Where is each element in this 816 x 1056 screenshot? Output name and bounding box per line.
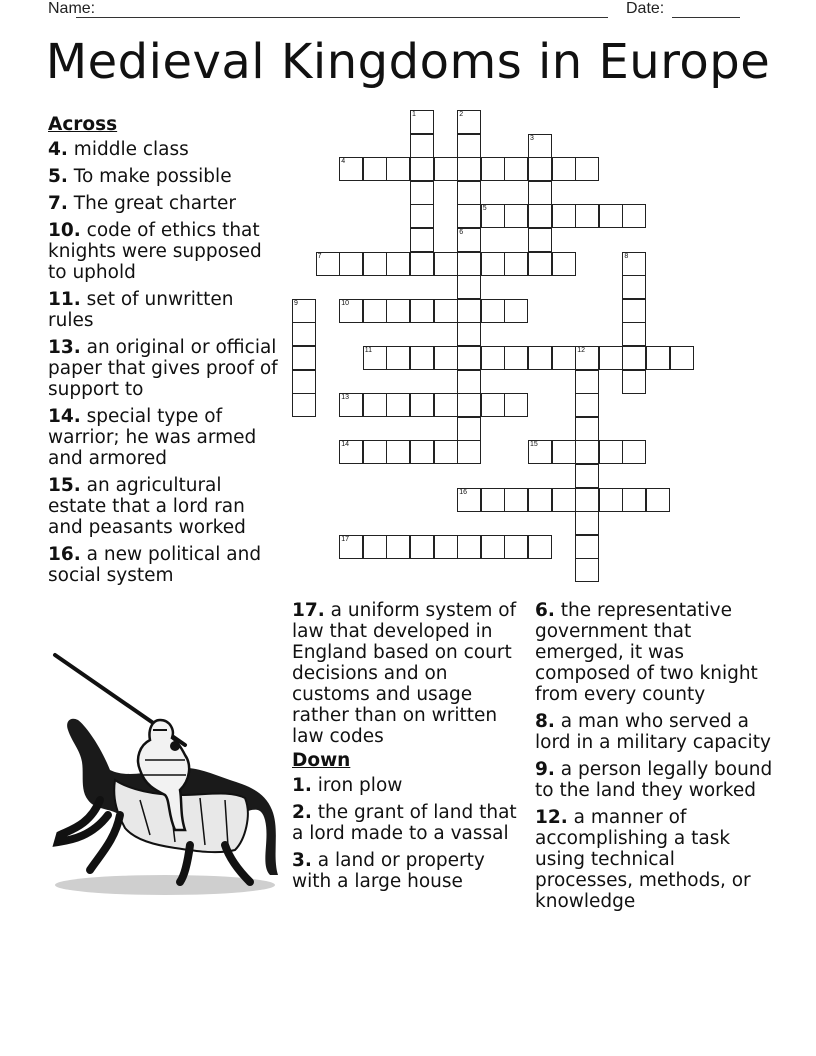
- grid-cell[interactable]: [457, 134, 481, 158]
- grid-cell[interactable]: [457, 275, 481, 299]
- grid-cell[interactable]: [504, 204, 528, 228]
- grid-cell[interactable]: [434, 157, 458, 181]
- grid-cell[interactable]: [410, 393, 434, 417]
- down-clues-column-2: [292, 750, 528, 898]
- grid-cell[interactable]: [434, 299, 458, 323]
- grid-cell[interactable]: [410, 252, 434, 276]
- grid-cell[interactable]: [622, 252, 646, 276]
- grid-cell[interactable]: [599, 346, 623, 370]
- grid-cell[interactable]: [457, 440, 481, 464]
- grid-cell-number: 4: [341, 158, 346, 166]
- grid-cell[interactable]: [292, 393, 316, 417]
- grid-cell[interactable]: [363, 299, 387, 323]
- grid-cell[interactable]: [622, 299, 646, 323]
- grid-cell[interactable]: [434, 252, 458, 276]
- grid-cell[interactable]: [481, 488, 505, 512]
- grid-cell[interactable]: [386, 299, 410, 323]
- date-blank-line[interactable]: [672, 17, 740, 18]
- grid-cell-number: 15: [530, 441, 538, 449]
- grid-cell[interactable]: [622, 322, 646, 346]
- grid-cell[interactable]: [481, 535, 505, 559]
- grid-cell[interactable]: [575, 464, 599, 488]
- grid-cell[interactable]: [410, 110, 434, 134]
- grid-cell[interactable]: [339, 393, 363, 417]
- grid-cell-number: 6: [459, 229, 464, 236]
- across-clues-column-1: [48, 114, 280, 592]
- grid-cell[interactable]: [410, 157, 434, 181]
- grid-cell[interactable]: [528, 157, 552, 181]
- grid-cell[interactable]: [504, 299, 528, 323]
- grid-cell[interactable]: [504, 393, 528, 417]
- grid-cell[interactable]: [504, 488, 528, 512]
- across-clue-7: 7. The great charter: [48, 193, 236, 214]
- grid-cell[interactable]: [457, 299, 481, 323]
- grid-cell[interactable]: [575, 440, 599, 464]
- grid-cell[interactable]: [316, 252, 340, 276]
- grid-cell[interactable]: [410, 440, 434, 464]
- grid-cell[interactable]: [457, 157, 481, 181]
- name-blank-line[interactable]: [76, 17, 608, 18]
- across-clue-10: 10. code of ethics that knights were supposed to uphold: [48, 220, 262, 283]
- grid-cell[interactable]: [552, 252, 576, 276]
- grid-cell[interactable]: [670, 346, 694, 370]
- grid-cell[interactable]: [528, 535, 552, 559]
- grid-cell[interactable]: [410, 204, 434, 228]
- grid-cell[interactable]: [504, 346, 528, 370]
- down-heading: Down: [292, 750, 351, 771]
- grid-cell[interactable]: [339, 440, 363, 464]
- grid-cell[interactable]: [292, 370, 316, 394]
- grid-cell-number: 17: [341, 535, 349, 543]
- grid-cell-number: 8: [624, 252, 629, 260]
- grid-cell[interactable]: [434, 346, 458, 370]
- grid-cell-number: 12: [577, 347, 585, 354]
- grid-cell[interactable]: [363, 157, 387, 181]
- down-clue-6: 6. the representative government that emerged, it was composed of two knight from every county: [535, 600, 758, 705]
- grid-cell[interactable]: [552, 346, 576, 370]
- grid-cell-number: 16: [459, 488, 467, 496]
- across-heading: Across: [48, 114, 118, 135]
- grid-cell[interactable]: [457, 110, 481, 134]
- grid-cell[interactable]: [528, 440, 552, 464]
- across-clue-11: 11. set of unwritten rules: [48, 289, 234, 331]
- grid-cell[interactable]: [575, 511, 599, 535]
- grid-cell[interactable]: [622, 204, 646, 228]
- grid-cell[interactable]: [575, 346, 599, 370]
- grid-cell[interactable]: [339, 535, 363, 559]
- grid-cell[interactable]: [599, 204, 623, 228]
- grid-cell-number: 2: [459, 111, 464, 118]
- across-clues-column-2: [292, 600, 528, 753]
- grid-cell[interactable]: [386, 393, 410, 417]
- across-clue-15: 15. an agricultural estate that a lord ran and peasants worked: [48, 475, 246, 538]
- down-clue-8: 8. a man who served a lord in a military capacity: [535, 711, 771, 753]
- page-title: Medieval Kingdoms in Europe: [45, 34, 771, 90]
- grid-cell[interactable]: [457, 204, 481, 228]
- grid-cell[interactable]: [575, 370, 599, 394]
- grid-cell[interactable]: [622, 440, 646, 464]
- down-clue-2: 2. the grant of land that a lord made to a vassal: [292, 802, 517, 844]
- grid-cell-number: 3: [530, 134, 534, 142]
- grid-cell[interactable]: [386, 440, 410, 464]
- grid-cell[interactable]: [410, 299, 434, 323]
- down-clue-12: 12. a manner of accomplishing a task using technical processes, methods, or knowledge: [535, 807, 751, 912]
- grid-cell[interactable]: [622, 275, 646, 299]
- grid-cell-number: 11: [364, 347, 373, 354]
- grid-cell-number: 10: [341, 299, 349, 307]
- date-label: Date:: [626, 0, 665, 17]
- grid-cell[interactable]: [528, 204, 552, 228]
- grid-cell[interactable]: [575, 488, 599, 512]
- grid-cell[interactable]: [410, 181, 434, 205]
- grid-cell[interactable]: [646, 488, 670, 512]
- down-clue-3: 3. a land or property with a large house: [292, 850, 485, 892]
- grid-cell-number: 14: [341, 441, 349, 449]
- grid-cell[interactable]: [457, 488, 481, 512]
- grid-cell[interactable]: [339, 157, 363, 181]
- grid-cell[interactable]: [386, 346, 410, 370]
- grid-cell[interactable]: [552, 488, 576, 512]
- grid-cell[interactable]: [363, 535, 387, 559]
- grid-cell[interactable]: [504, 157, 528, 181]
- grid-cell[interactable]: [434, 393, 458, 417]
- grid-cell[interactable]: [386, 535, 410, 559]
- grid-cell[interactable]: [363, 346, 387, 370]
- grid-cell[interactable]: [457, 370, 481, 394]
- grid-cell[interactable]: [481, 252, 505, 276]
- grid-cell[interactable]: [410, 346, 434, 370]
- across-clue-17: 17. a uniform system of law that developed in England based on court decisions and on customs and usage rather than on written law codes: [292, 600, 517, 747]
- down-clues-column-3: [535, 600, 775, 918]
- grid-cell[interactable]: [599, 440, 623, 464]
- grid-cell-number: 13: [341, 394, 349, 402]
- grid-cell-number: 7: [317, 252, 322, 260]
- grid-cell[interactable]: [410, 535, 434, 559]
- grid-cell[interactable]: [363, 393, 387, 417]
- grid-cell[interactable]: [386, 157, 410, 181]
- grid-cell[interactable]: [457, 228, 481, 252]
- grid-cell[interactable]: [575, 417, 599, 441]
- across-clue-16: 16. a new political and social system: [48, 544, 262, 586]
- grid-cell[interactable]: [528, 252, 552, 276]
- grid-cell[interactable]: [575, 535, 599, 559]
- grid-cell[interactable]: [457, 252, 481, 276]
- grid-cell[interactable]: [292, 322, 316, 346]
- grid-cell[interactable]: [481, 204, 505, 228]
- grid-cell[interactable]: [457, 417, 481, 441]
- grid-cell[interactable]: [552, 440, 576, 464]
- grid-cell[interactable]: [528, 346, 552, 370]
- grid-cell[interactable]: [504, 535, 528, 559]
- grid-cell[interactable]: [646, 346, 670, 370]
- grid-cell[interactable]: [434, 535, 458, 559]
- across-clue-5: 5. To make possible: [48, 166, 232, 187]
- grid-cell[interactable]: [622, 346, 646, 370]
- grid-cell[interactable]: [457, 181, 481, 205]
- grid-cell[interactable]: [622, 488, 646, 512]
- across-clue-4: 4. middle class: [48, 139, 189, 160]
- across-clue-13: 13. an original or official paper that gives proof of support to: [48, 337, 278, 400]
- grid-cell[interactable]: [575, 157, 599, 181]
- grid-cell[interactable]: [481, 393, 505, 417]
- grid-cell[interactable]: [481, 157, 505, 181]
- grid-cell[interactable]: [575, 393, 599, 417]
- down-clue-1: 1. iron plow: [292, 775, 403, 796]
- grid-cell[interactable]: [528, 134, 552, 158]
- grid-cell[interactable]: [410, 228, 434, 252]
- knight-on-horse-icon: [40, 650, 290, 900]
- grid-cell[interactable]: [528, 228, 552, 252]
- grid-cell[interactable]: [457, 346, 481, 370]
- grid-cell[interactable]: [552, 204, 576, 228]
- grid-cell[interactable]: [339, 299, 363, 323]
- grid-cell[interactable]: [575, 204, 599, 228]
- grid-cell-number: 5: [482, 205, 487, 213]
- grid-cell[interactable]: [528, 488, 552, 512]
- name-label: Name:: [48, 0, 96, 17]
- grid-cell[interactable]: [292, 299, 316, 323]
- grid-cell[interactable]: [481, 346, 505, 370]
- grid-cell[interactable]: [434, 440, 458, 464]
- grid-cell[interactable]: [363, 252, 387, 276]
- grid-cell-number: 1: [412, 111, 416, 118]
- grid-cell[interactable]: [599, 488, 623, 512]
- grid-cell[interactable]: [528, 181, 552, 205]
- grid-cell[interactable]: [292, 346, 316, 370]
- grid-cell[interactable]: [363, 440, 387, 464]
- grid-cell[interactable]: [622, 370, 646, 394]
- grid-cell[interactable]: [457, 535, 481, 559]
- grid-cell[interactable]: [339, 252, 363, 276]
- grid-cell[interactable]: [481, 299, 505, 323]
- grid-cell[interactable]: [457, 393, 481, 417]
- grid-cell[interactable]: [552, 157, 576, 181]
- grid-cell-number: 9: [294, 299, 298, 307]
- down-clue-9: 9. a person legally bound to the land they worked: [535, 759, 773, 801]
- across-clue-14: 14. special type of warrior; he was armed and armored: [48, 406, 257, 469]
- grid-cell[interactable]: [410, 134, 434, 158]
- grid-cell[interactable]: [504, 252, 528, 276]
- grid-cell[interactable]: [575, 558, 599, 582]
- grid-cell[interactable]: [386, 252, 410, 276]
- grid-cell[interactable]: [457, 322, 481, 346]
